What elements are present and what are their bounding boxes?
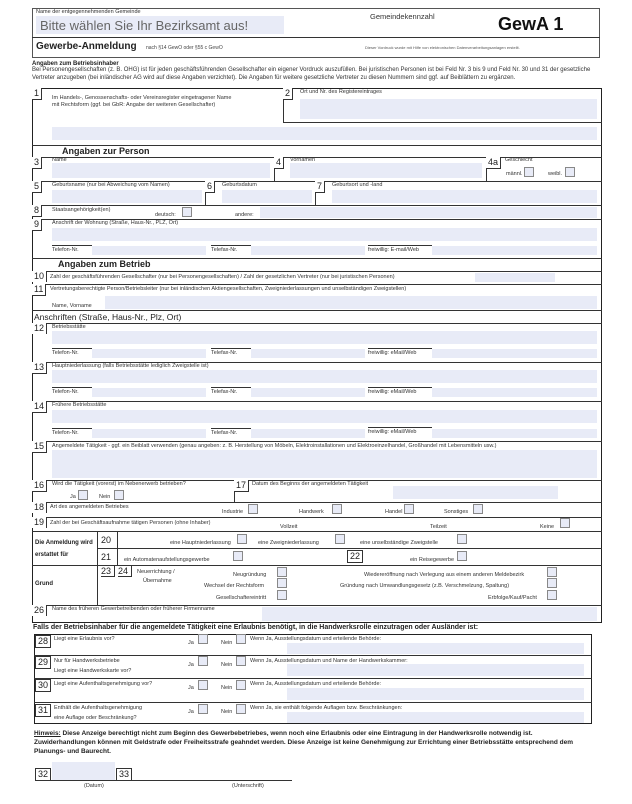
f28-ja-checkbox[interactable] xyxy=(198,634,208,644)
field-1-input[interactable] xyxy=(52,127,597,140)
field-4a-label: Geschlecht xyxy=(505,157,533,163)
field-4a-number: 4a xyxy=(486,157,501,169)
f19-keine-checkbox[interactable] xyxy=(560,518,570,528)
field-9-input[interactable] xyxy=(52,228,597,241)
f18-handel-label: Handel xyxy=(385,509,403,515)
field-18-number: 18 xyxy=(32,502,47,513)
f9-fax-input[interactable] xyxy=(251,246,365,255)
hinweis-body: Diese Anzeige berechtigt nicht zum Beginn des Gewerbebetriebes, wenn noch eine Erlaubnis oder eine Eintragung in der Handwerksrolle notwendig ist. Zuwiderhandlungen können mit Geldstrafe oder Freiheitsstrafe geahndet werden. Diese Anzeige ist keine Genehmigung zur Errichtung einer Betriebsstätte entsprechend dem Planungs- und Baurecht. xyxy=(34,730,574,755)
f28-nein-label: Nein xyxy=(221,640,233,646)
wechsel-label: Wechsel der Rechtsform xyxy=(204,583,265,589)
f16-nein-label: Nein xyxy=(99,494,111,500)
field-23-number: 23 xyxy=(101,566,115,577)
field-17-label: Datum des Beginns der angemeldeten Tätigkeit xyxy=(252,481,369,487)
f31-nein-checkbox[interactable] xyxy=(236,704,246,714)
field-4-number: 4 xyxy=(274,157,284,169)
divider xyxy=(32,271,602,272)
field-16-label: Wird die Tätigkeit (vorerst) im Nebenerwerb betrieben? xyxy=(52,481,186,487)
anmeldung-label: Die Anmeldung wird erstattet für xyxy=(35,540,93,558)
field-15-number: 15 xyxy=(32,441,47,453)
field-19-label: Zahl der bei Geschäftsaufnahme tätigen Personen (ohne Inhaber) xyxy=(50,520,211,526)
field-2-input[interactable] xyxy=(300,99,597,119)
betrieb-heading: Angaben zum Betrieb xyxy=(58,259,151,269)
f18-industrie-label: Industrie xyxy=(222,509,244,515)
field-31-input[interactable] xyxy=(287,712,584,723)
f22-checkbox[interactable] xyxy=(457,551,467,561)
datum-label: (Datum) xyxy=(84,783,104,789)
wiedereroeffnung-label: Wiedereröffnung nach Verlegung aus einem anderen Meldebezirk xyxy=(364,572,525,578)
erlaubnis-heading: Falls der Betriebsinhaber für die angemeldete Tätigkeit eine Erlaubnis benötigt, in die Handwerksrolle einzutragen oder Ausländer ist: xyxy=(33,624,479,631)
male-label: männl. xyxy=(506,171,523,177)
divider xyxy=(283,122,602,123)
field-2-label: Ort und Nr. des Registereintrages xyxy=(300,89,382,95)
field-9-number: 9 xyxy=(32,219,42,231)
field-14-number: 14 xyxy=(32,401,47,413)
field-5-number: 5 xyxy=(32,181,42,193)
f13-mail-label: freiwillig: eMail/Web xyxy=(368,387,432,395)
hinweis-text xyxy=(34,729,594,756)
field-4-label: Vornamen xyxy=(290,157,316,163)
person-heading: Angaben zur Person xyxy=(62,146,150,156)
neugruendung-checkbox[interactable] xyxy=(277,567,287,577)
f28-ja-label: Ja xyxy=(188,640,194,646)
f14-tel-input[interactable] xyxy=(92,429,206,438)
field-11-input[interactable] xyxy=(105,296,597,309)
field-30-input[interactable] xyxy=(287,688,584,700)
gesellschafter-label: Gesellschaftereintritt xyxy=(216,595,267,601)
f30-nein-checkbox[interactable] xyxy=(236,680,246,690)
divider xyxy=(32,441,602,442)
f18-sonstiges-checkbox[interactable] xyxy=(473,504,483,514)
field-10-label: Zahl der geschäftsführenden Gesellschafter (nur bei Personengesellschaften) / Zahl der gesetzlichen Vertreter (nur bei juristischen Personen) xyxy=(50,274,395,280)
field-1-number: 1 xyxy=(32,88,42,100)
f20-haupt-label: eine Hauptniederlassung xyxy=(170,540,231,546)
field-31-label2: eine Auflage oder Beschränkung? xyxy=(54,715,137,721)
field-1-label2: mit Rechtsform (ggf. bei GbR: Angabe der weiteren Gesellschafter) xyxy=(52,102,216,108)
deutsch-label: deutsch: xyxy=(155,212,176,218)
f9-tel-input[interactable] xyxy=(92,246,206,255)
field-21-number: 21 xyxy=(101,552,112,562)
f13-fax-label: Telefax-Nr. xyxy=(211,387,251,395)
divider xyxy=(34,678,592,679)
divider xyxy=(97,548,602,549)
gemeinde-label: Name der entgegennehmenden Gemeinde xyxy=(36,9,141,15)
field-11-number: 11 xyxy=(32,284,46,296)
divider xyxy=(32,401,602,402)
f30-nein-label: Nein xyxy=(221,685,233,691)
field-26-input[interactable] xyxy=(262,607,597,621)
kennzahl-label: Gemeindekennzahl xyxy=(370,12,435,21)
field-7-number: 7 xyxy=(315,181,325,193)
intro-heading: Angaben zum Betriebsinhaber xyxy=(32,61,119,67)
f31-ja-checkbox[interactable] xyxy=(198,704,208,714)
f12-mail-input[interactable] xyxy=(432,349,597,358)
divider xyxy=(34,655,592,656)
divider xyxy=(32,284,602,285)
f31-wenn-label: Wenn Ja, sie enthält folgende Auflagen bzw. Beschränkungen: xyxy=(250,705,403,711)
f9-tel-label: Telefon-Nr. xyxy=(52,245,92,253)
field-8-number: 8 xyxy=(32,205,42,217)
field-15-label: Angemeldete Tätigkeit - ggf. ein Beiblatt verwenden (genau angeben: z. B. Herstellung von Möbeln, Elektroinstallationen und Elektroeinzelhandel, Großhandel mit Lebensmitteln usw.) xyxy=(52,443,497,449)
field-14-label: Frühere Betriebsstätte xyxy=(52,402,107,408)
divider xyxy=(97,565,98,605)
field-15-input[interactable] xyxy=(52,450,597,478)
signature-line xyxy=(35,780,292,781)
field-30-number: 30 xyxy=(35,679,51,692)
f12-tel-label: Telefon-Nr. xyxy=(52,348,92,356)
field-6-input[interactable] xyxy=(222,190,312,203)
field-28-input[interactable] xyxy=(287,643,584,654)
field-31-number: 31 xyxy=(35,704,51,717)
form-title: Gewerbe-Anmeldung xyxy=(36,41,137,52)
f30-ja-label: Ja xyxy=(188,685,194,691)
field-29-label2: Liegt eine Handwerkskarte vor? xyxy=(54,668,132,674)
umwandlung-label: Gründung nach Umwandlungsgesetz (z.B. Verschmelzung, Spaltung) xyxy=(340,583,510,589)
field-32-number: 32 xyxy=(35,768,51,781)
field-29-number: 29 xyxy=(35,656,51,669)
field-18-label: Art des angemeldeten Betriebes xyxy=(50,504,129,510)
f30-wenn-label: Wenn Ja, Ausstellungsdatum und erteilende Behörde: xyxy=(250,681,382,687)
intro-text: Bei Personengesellschaften (z. B. OHG) ist für jeden geschäftsführenden Gesellschafter ein eigener Vordruck auszufüllen. Bei juristischen Personen ist bei Feld Nr. 3 bis 9 und Feld Nr. 30 und 31 der gesetzliche Vertreter anzugeben (bei inländischer AG wird auf diese Angaben verzichtet). Die Angaben für weitere gesetzliche Vertreter zu diesen Nummern sind ggf. auf Beiblättern zu ergänzen. xyxy=(32,67,591,81)
form-code: GewA 1 xyxy=(498,14,564,34)
f29-nein-label: Nein xyxy=(221,662,233,668)
field-3-input[interactable] xyxy=(52,163,270,178)
f29-ja-label: Ja xyxy=(188,662,194,668)
unterschrift-label: (Unterschrift) xyxy=(232,783,264,789)
deutsch-checkbox[interactable] xyxy=(182,207,192,217)
field-12-input[interactable] xyxy=(52,331,597,344)
field-3-number: 3 xyxy=(32,157,42,169)
field-13-number: 13 xyxy=(32,362,47,374)
f12-mail-label: freiwillig: eMail/Web xyxy=(368,348,432,356)
erbfolge-label: Erbfolge/Kauf/Pacht xyxy=(488,595,537,601)
header-divider xyxy=(32,37,600,38)
field-7-label: Geburtsort und -land xyxy=(332,182,383,188)
f12-fax-input[interactable] xyxy=(251,349,365,358)
female-checkbox[interactable] xyxy=(565,167,575,177)
field-17-input[interactable] xyxy=(393,486,558,499)
field-24-number: 24 xyxy=(118,566,132,577)
field-28-label: Liegt eine Erlaubnis vor? xyxy=(54,636,115,642)
field-6-number: 6 xyxy=(205,181,215,193)
f20-zweig-checkbox[interactable] xyxy=(335,534,345,544)
wiedereroeffnung-checkbox[interactable] xyxy=(547,567,557,577)
f16-ja-checkbox[interactable] xyxy=(78,490,88,500)
field-6-label: Geburtsdatum xyxy=(222,182,257,188)
divider xyxy=(32,323,602,324)
divider xyxy=(32,310,602,311)
signature-area[interactable] xyxy=(132,764,292,780)
f19-teilzeit-label: Teilzeit xyxy=(430,524,447,530)
divider xyxy=(34,702,592,703)
f20-unselbst-checkbox[interactable] xyxy=(457,534,467,544)
f18-industrie-checkbox[interactable] xyxy=(248,504,258,514)
f21-label: ein Automatenaufstellungsgewerbe xyxy=(124,557,210,563)
f30-ja-checkbox[interactable] xyxy=(198,680,208,690)
f24-label: Neuerrichtung / xyxy=(137,569,175,575)
f12-fax-label: Telefax-Nr. xyxy=(211,348,251,356)
f14-tel-label: Telefon-Nr. xyxy=(52,428,92,436)
field-30-label: Liegt eine Aufenthaltsgenehmigung vor? xyxy=(54,681,153,687)
field-26-number: 26 xyxy=(32,605,47,616)
field-26-label: Name des früheren Gewerbetreibenden oder früherer Firmenname xyxy=(52,606,215,612)
field-29-input[interactable] xyxy=(287,664,584,676)
f19-vollzeit-label: Vollzeit xyxy=(280,524,298,530)
field-7-input[interactable] xyxy=(332,190,597,203)
f22-label: ein Reisegewerbe xyxy=(410,557,455,563)
f29-ja-checkbox[interactable] xyxy=(198,656,208,666)
andere-input[interactable] xyxy=(260,207,597,218)
field-12-number: 12 xyxy=(32,323,47,334)
f12-tel-input[interactable] xyxy=(92,349,206,358)
divider xyxy=(32,517,602,518)
field-2-number: 2 xyxy=(283,88,293,100)
neugruendung-label: Neugründung xyxy=(233,572,267,578)
field-10-number: 10 xyxy=(32,271,47,282)
field-13-input[interactable] xyxy=(52,370,597,383)
f28-wenn-label: Wenn Ja, Ausstellungsdatum und erteilende Behörde: xyxy=(250,636,382,642)
anschriften-heading: Anschriften (Straße, Haus-Nr., Plz, Ort) xyxy=(34,312,182,322)
f9-mail-label: freiwillig: E-mail/Web xyxy=(368,245,432,253)
field-9-label: Anschrift der Wohnung (Straße, Haus-Nr., PLZ, Ort) xyxy=(52,220,179,226)
field-31-label: Enthält die Aufenthaltsgenehmigung xyxy=(54,705,143,711)
field-10-input[interactable] xyxy=(475,273,555,282)
f28-nein-checkbox[interactable] xyxy=(236,634,246,644)
field-8-label: Staatsangehörigkeit(en) xyxy=(52,207,111,213)
field-12-label: Betriebsstätte xyxy=(52,324,86,330)
gemeinde-value: Bitte wählen Sie Ihr Bezirksamt aus! xyxy=(40,18,249,33)
f20-haupt-checkbox[interactable] xyxy=(237,534,247,544)
f11-name-label: Name, Vorname xyxy=(52,303,92,309)
f13-tel-label: Telefon-Nr. xyxy=(52,387,92,395)
f18-sonstiges-label: Sonstiges xyxy=(444,509,469,515)
hinweis-label: Hinweis: xyxy=(34,730,61,737)
field-14-input[interactable] xyxy=(52,410,597,423)
field-3-label: Name xyxy=(52,157,67,163)
f24-label2: Übernahme xyxy=(143,578,172,584)
f18-handel-checkbox[interactable] xyxy=(404,504,414,514)
f13-fax-input[interactable] xyxy=(251,388,365,397)
f16-ja-label: Ja xyxy=(70,494,76,500)
f18-handwerk-checkbox[interactable] xyxy=(332,504,342,514)
field-22-number: 22 xyxy=(347,550,363,563)
f9-fax-label: Telefax-Nr. xyxy=(211,245,251,253)
f9-mail-input[interactable] xyxy=(432,246,597,255)
field-17-number: 17 xyxy=(234,480,249,492)
grund-label: Grund xyxy=(35,581,53,587)
f18-handwerk-label: Handwerk xyxy=(299,509,324,515)
male-checkbox[interactable] xyxy=(524,167,534,177)
wechsel-checkbox[interactable] xyxy=(277,578,287,588)
divider xyxy=(32,205,602,206)
field-19-number: 19 xyxy=(32,517,47,528)
form-notice: Dieser Vordruck wurde mit Hilfe von elektronischen Datenverarbeitungsanlagen erstellt. xyxy=(365,45,520,50)
field-5-label: Geburtsname (nur bei Abweichung vom Namen) xyxy=(52,182,170,188)
field-13-label: Hauptniederlassung (falls Betriebsstätte lediglich Zweigstelle ist) xyxy=(52,363,209,369)
divider xyxy=(32,502,602,503)
field-4-input[interactable] xyxy=(290,163,482,178)
f16-nein-checkbox[interactable] xyxy=(114,490,124,500)
f13-tel-input[interactable] xyxy=(92,388,206,397)
umwandlung-checkbox[interactable] xyxy=(547,578,557,588)
andere-label: andere: xyxy=(235,212,254,218)
f14-mail-input[interactable] xyxy=(432,429,597,438)
f14-fax-label: Telefax-Nr. xyxy=(211,428,251,436)
field-5-input[interactable] xyxy=(52,190,202,203)
form-title-sub: nach §14 GewO oder §55 c GewO xyxy=(146,45,223,51)
field-33-number: 33 xyxy=(116,768,132,781)
datum-input[interactable] xyxy=(52,762,115,780)
f31-ja-label: Ja xyxy=(188,709,194,715)
field-28-number: 28 xyxy=(35,635,51,648)
f20-unselbst-label: eine unselbständige Zweigstelle xyxy=(360,540,438,546)
f14-fax-input[interactable] xyxy=(251,429,365,438)
f21-checkbox[interactable] xyxy=(233,551,243,561)
f29-nein-checkbox[interactable] xyxy=(236,656,246,666)
erbfolge-checkbox[interactable] xyxy=(547,590,557,600)
female-label: weibl. xyxy=(548,171,563,177)
f29-wenn-label: Wenn Ja, Ausstellungsdatum und Name der Handwerkskammer: xyxy=(250,658,408,664)
f19-keine-label: Keine xyxy=(540,524,555,530)
field-1-label: Im Handels-, Genossenschafts- oder Vereinsregister eingetragener Name xyxy=(52,95,232,101)
field-16-number: 16 xyxy=(32,480,47,492)
gesellschafter-checkbox[interactable] xyxy=(277,590,287,600)
f31-nein-label: Nein xyxy=(221,709,233,715)
field-11-label: Vertretungsberechtigte Person/Betriebsleiter (nur bei inländischen Aktiengesellschaften, Zweigniederlassungen und unselbständigen Zweigstellen) xyxy=(50,286,407,292)
field-20-number: 20 xyxy=(101,535,112,545)
field-29-label: Nur für Handwerksbetriebe xyxy=(54,658,120,664)
f20-zweig-label: eine Zweigniederlassung xyxy=(258,540,319,546)
f14-mail-label: freiwillig: eMail/Web xyxy=(368,427,432,435)
f13-mail-input[interactable] xyxy=(432,388,597,397)
